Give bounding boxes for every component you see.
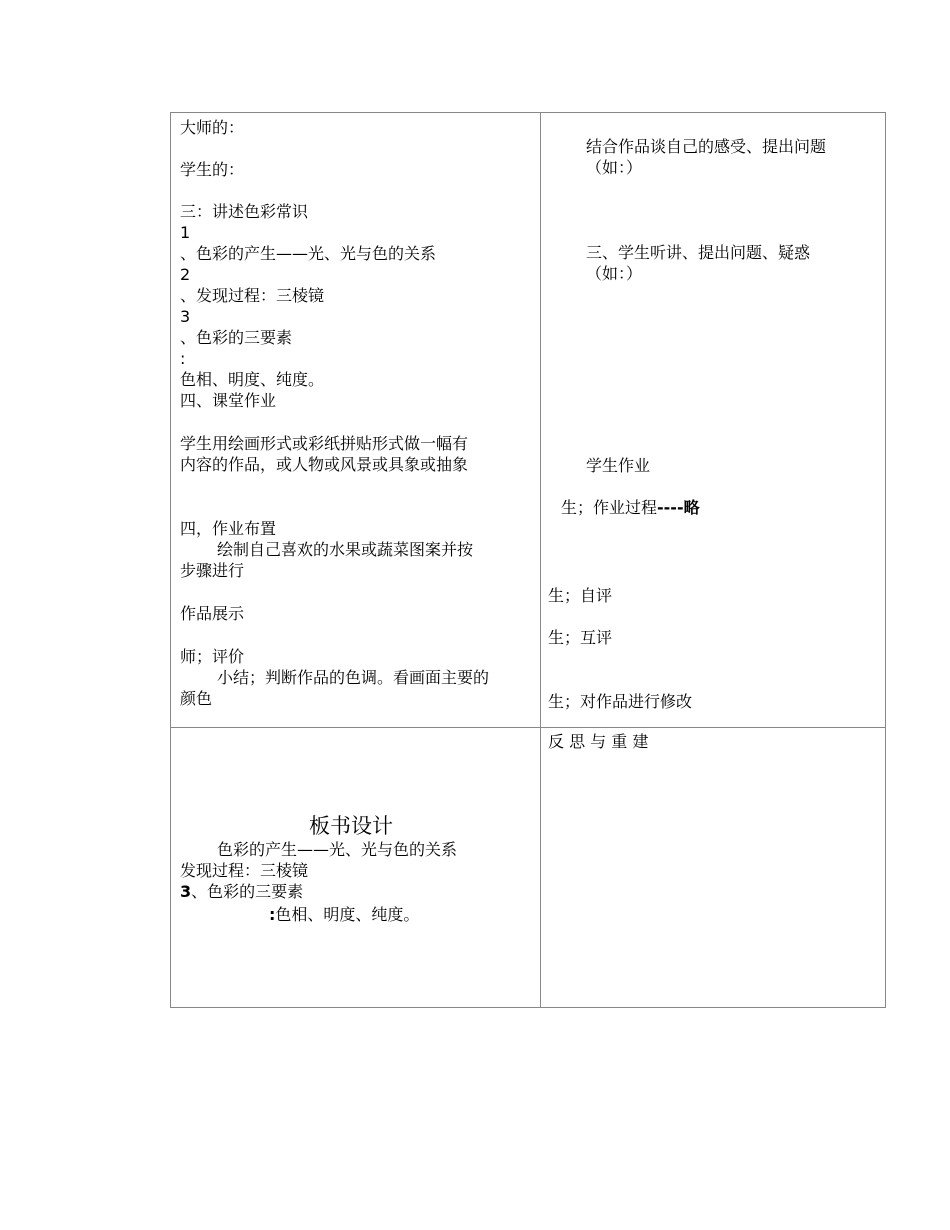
- list-number: 2: [180, 265, 191, 284]
- text-line: 步骤进行: [180, 561, 245, 580]
- list-number: 3: [180, 307, 191, 326]
- section-heading: 三：讲述色彩常识: [180, 202, 309, 221]
- column-divider: [540, 113, 541, 1007]
- row-divider: [171, 727, 885, 728]
- text-line: 发现过程：三棱镜: [180, 861, 309, 880]
- text-fragment: 、色彩的三要素: [191, 882, 304, 901]
- text-fragment: 3: [180, 882, 192, 901]
- text-fragment: 色相、明度、纯度。: [275, 905, 420, 924]
- text-line: 、色彩的三要素: [180, 328, 293, 347]
- text-line: 内容的作品，或人物或风景或具象或抽象: [180, 455, 469, 474]
- text-fragment: :: [269, 905, 276, 924]
- text-line: :: [180, 349, 186, 368]
- text-line: [180, 881, 303, 902]
- text-line: 学生作业: [586, 456, 651, 475]
- text-line: 色彩的产生——光、光与色的关系: [217, 840, 458, 859]
- text-line: 色相、明度、纯度。: [180, 370, 325, 389]
- text-line: [269, 904, 419, 925]
- text-line: 绘制自己喜欢的水果或蔬菜图案并按: [217, 540, 474, 559]
- text-line: 、发现过程：三棱镜: [180, 286, 325, 305]
- reflection-title: 反 思 与 重 建: [548, 732, 649, 751]
- text-line: 小结；判断作品的色调。看画面主要的: [217, 668, 490, 687]
- section-heading: 四，作业布置: [180, 519, 277, 538]
- list-number: 1: [180, 223, 191, 242]
- text-line: 生；对作品进行修改: [548, 692, 693, 711]
- text-line: [561, 497, 700, 518]
- text-line: 生；互评: [548, 628, 613, 647]
- text-line: 师；评价: [180, 647, 245, 666]
- text-line: 大师的：: [180, 118, 245, 137]
- text-line: 作品展示: [180, 604, 245, 623]
- text-line: 学生的：: [180, 160, 245, 179]
- text-line: 颜色: [180, 689, 213, 708]
- text-line: （如：）: [586, 158, 643, 177]
- text-line: （如：）: [586, 264, 643, 283]
- text-line: 结合作品谈自己的感受、提出问题: [586, 137, 827, 156]
- section-heading: 四、课堂作业: [180, 391, 277, 410]
- text-fragment: ----略: [657, 498, 700, 517]
- text-line: 、色彩的产生——光、光与色的关系: [180, 244, 437, 263]
- lesson-plan-table: [170, 112, 886, 1008]
- text-fragment: 生；作业过程: [561, 498, 658, 517]
- text-line: 学生用绘画形式或彩纸拼贴形式做一幅有: [180, 434, 469, 453]
- text-line: 生；自评: [548, 586, 613, 605]
- board-design-title: 板书设计: [309, 814, 393, 838]
- text-line: 三、学生听讲、提出问题、疑惑: [586, 243, 811, 262]
